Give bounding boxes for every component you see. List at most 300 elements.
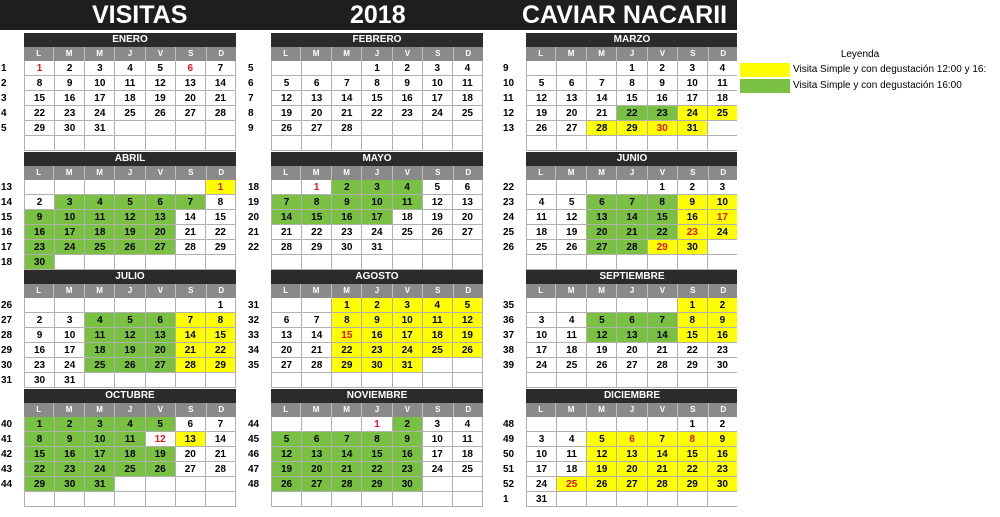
day-cell: 18 [423, 328, 453, 343]
week-row [248, 240, 483, 255]
week-number: 52 [503, 479, 515, 490]
day-cell [55, 180, 85, 195]
week-row [271, 136, 483, 151]
day-cell [617, 136, 647, 151]
day-cell: 28 [587, 121, 617, 136]
day-cell: 27 [302, 121, 332, 136]
week-number: 36 [503, 315, 515, 326]
day-cell: 12 [271, 447, 302, 462]
day-cell [423, 477, 453, 492]
day-cell [55, 136, 85, 151]
weekday-label: M [556, 166, 586, 180]
week-number: 13 [1, 182, 13, 193]
day-cell: 6 [617, 432, 647, 447]
week-row [503, 210, 737, 225]
day-cell [617, 255, 647, 270]
day-cell: 19 [115, 225, 145, 240]
weekday-label: S [176, 284, 206, 298]
day-cell: 13 [271, 328, 302, 343]
month-agosto [248, 270, 483, 388]
day-cell: 25 [526, 240, 557, 255]
day-cell [271, 373, 302, 388]
day-cell: 21 [206, 91, 236, 106]
month-header: DICIEMBRE [526, 389, 737, 403]
weekday-header [24, 47, 236, 61]
day-cell [146, 477, 176, 492]
weekday-label: J [115, 284, 145, 298]
week-row [1, 180, 236, 195]
week-row [503, 91, 737, 106]
day-cell [453, 121, 483, 136]
week-number: 30 [1, 360, 13, 371]
day-cell [453, 255, 483, 270]
day-cell: 8 [206, 313, 236, 328]
week-number: 22 [503, 182, 515, 193]
day-cell [271, 136, 302, 151]
day-cell: 30 [678, 240, 708, 255]
month-header: ABRIL [24, 152, 236, 166]
day-cell: 13 [146, 328, 176, 343]
day-cell [302, 373, 332, 388]
day-cell: 7 [302, 313, 332, 328]
day-cell: 16 [393, 447, 423, 462]
day-cell: 10 [708, 195, 737, 210]
day-cell: 26 [587, 358, 617, 373]
weekday-label: J [362, 284, 392, 298]
week-row [1, 313, 236, 328]
day-cell: 20 [302, 106, 332, 121]
day-cell: 30 [648, 121, 678, 136]
weekday-label: J [617, 403, 647, 417]
day-cell: 15 [678, 328, 708, 343]
day-cell: 16 [55, 447, 85, 462]
day-cell: 14 [648, 328, 678, 343]
week-row [248, 298, 483, 313]
weekday-label: D [465, 168, 472, 177]
day-cell: 24 [85, 106, 115, 121]
day-cell [24, 180, 55, 195]
day-cell [617, 298, 647, 313]
day-cell: 6 [176, 61, 206, 76]
month-header: AGOSTO [271, 270, 483, 284]
day-cell: 28 [302, 358, 332, 373]
day-cell [587, 417, 617, 432]
day-cell [678, 492, 708, 507]
week-number: 9 [248, 123, 254, 134]
weekday-label: M [332, 47, 362, 61]
week-number: 4 [1, 108, 7, 119]
day-cell [115, 373, 145, 388]
week-number: 3 [1, 93, 7, 104]
day-cell: 4 [557, 313, 587, 328]
day-cell [526, 417, 557, 432]
month-abril [1, 152, 236, 270]
week-number: 49 [503, 434, 515, 445]
weekday-label: L [24, 47, 54, 61]
day-cell: 18 [557, 343, 587, 358]
day-cell: 27 [557, 121, 587, 136]
day-cell: 5 [587, 432, 617, 447]
week-row [248, 328, 483, 343]
day-cell [115, 298, 145, 313]
week-number: 35 [248, 360, 260, 371]
day-cell: 22 [24, 106, 55, 121]
day-cell: 26 [587, 477, 617, 492]
day-cell [206, 255, 236, 270]
weekday-label: M [85, 47, 115, 61]
day-cell: 9 [24, 328, 55, 343]
week-number: 1 [503, 494, 509, 505]
week-row [503, 492, 737, 507]
day-cell: 26 [146, 462, 176, 477]
day-cell: 30 [393, 477, 423, 492]
title-visitas: VISITAS [92, 1, 188, 29]
day-cell: 9 [678, 195, 708, 210]
day-cell [176, 255, 206, 270]
month-octubre [1, 389, 236, 507]
day-cell: 6 [271, 313, 302, 328]
day-cell: 17 [55, 343, 85, 358]
day-cell: 29 [678, 477, 708, 492]
day-cell [678, 373, 708, 388]
month-marzo [503, 33, 737, 151]
day-cell [648, 255, 678, 270]
day-cell: 15 [648, 210, 678, 225]
day-cell [176, 121, 206, 136]
day-cell [557, 298, 587, 313]
day-cell: 25 [453, 106, 483, 121]
title-bar [0, 0, 737, 30]
day-cell [393, 255, 423, 270]
day-cell: 17 [55, 225, 85, 240]
day-cell: 22 [678, 343, 708, 358]
day-cell [708, 373, 737, 388]
day-cell [587, 61, 617, 76]
month-header: MAYO [271, 152, 483, 166]
day-cell: 31 [362, 240, 392, 255]
week-number: 14 [1, 197, 13, 208]
day-cell: 27 [617, 358, 647, 373]
weekday-label: V [393, 47, 423, 61]
day-cell [708, 240, 737, 255]
day-cell: 5 [557, 195, 587, 210]
day-cell [708, 492, 737, 507]
week-row [503, 343, 737, 358]
day-cell: 11 [85, 210, 115, 225]
day-cell: 14 [176, 328, 206, 343]
day-cell: 31 [55, 373, 85, 388]
month-junio [503, 152, 737, 270]
week-row [1, 255, 236, 270]
weekday-label: M [85, 166, 115, 180]
day-cell [708, 255, 737, 270]
week-number: 44 [248, 419, 260, 430]
day-cell: 15 [678, 447, 708, 462]
week-row [1, 76, 236, 91]
day-cell: 23 [332, 225, 362, 240]
day-cell: 26 [271, 121, 302, 136]
day-cell: 25 [393, 225, 423, 240]
day-cell: 8 [332, 313, 362, 328]
day-cell: 17 [423, 447, 453, 462]
day-cell: 14 [206, 432, 236, 447]
week-row [503, 61, 737, 76]
day-cell: 21 [648, 343, 678, 358]
day-cell [85, 136, 115, 151]
day-cell: 8 [362, 432, 392, 447]
week-number: 37 [503, 330, 515, 341]
day-cell [362, 121, 392, 136]
day-cell: 24 [362, 225, 392, 240]
legend-label-yellow: Visita Simple y con degustación 12:00 y 16: [793, 64, 987, 75]
day-cell [526, 298, 557, 313]
day-cell [453, 136, 483, 151]
day-cell [302, 492, 332, 507]
day-cell [423, 492, 453, 507]
day-cell [557, 255, 587, 270]
day-cell: 19 [526, 106, 557, 121]
weekday-label: D [720, 49, 727, 58]
day-cell: 19 [115, 343, 145, 358]
weekday-label: L [526, 403, 556, 417]
week-row [24, 492, 236, 507]
day-cell [115, 121, 145, 136]
day-cell: 22 [206, 343, 236, 358]
weekday-label: M [54, 166, 84, 180]
week-number: 46 [248, 449, 260, 460]
day-cell: 1 [678, 417, 708, 432]
day-cell: 3 [55, 195, 85, 210]
day-cell: 2 [678, 180, 708, 195]
weekday-label: M [54, 47, 84, 61]
week-row [503, 240, 737, 255]
day-cell: 11 [526, 210, 557, 225]
day-cell: 13 [557, 91, 587, 106]
weekday-label: V [146, 403, 176, 417]
week-number: 1 [1, 63, 7, 74]
day-cell: 9 [24, 210, 55, 225]
day-cell: 8 [24, 76, 55, 91]
day-cell: 28 [332, 121, 362, 136]
week-row [503, 447, 737, 462]
week-number: 34 [248, 345, 260, 356]
day-cell: 4 [115, 61, 145, 76]
day-cell [648, 492, 678, 507]
weekday-header [526, 403, 737, 417]
day-cell: 7 [332, 76, 362, 91]
day-cell: 13 [302, 91, 332, 106]
day-cell [332, 492, 362, 507]
day-cell: 10 [393, 313, 423, 328]
week-row [1, 195, 236, 210]
day-cell: 17 [393, 328, 423, 343]
day-cell [302, 136, 332, 151]
day-cell: 6 [176, 417, 206, 432]
weekday-label: M [332, 284, 362, 298]
day-cell: 18 [526, 225, 557, 240]
day-cell: 3 [678, 61, 708, 76]
day-cell: 23 [24, 358, 55, 373]
day-cell [557, 180, 587, 195]
week-number: 12 [503, 108, 515, 119]
weekday-label: S [678, 166, 708, 180]
day-cell: 16 [362, 328, 392, 343]
day-cell [271, 298, 302, 313]
week-row [248, 462, 483, 477]
day-cell: 31 [526, 492, 557, 507]
day-cell: 5 [146, 61, 176, 76]
day-cell: 7 [648, 432, 678, 447]
day-cell [362, 255, 392, 270]
day-cell: 3 [708, 180, 737, 195]
week-row [503, 313, 737, 328]
weekday-label: V [393, 403, 423, 417]
day-cell [423, 255, 453, 270]
weekday-label: V [393, 284, 423, 298]
week-number: 15 [1, 212, 13, 223]
day-cell: 14 [302, 328, 332, 343]
week-number: 28 [1, 330, 13, 341]
day-cell: 10 [423, 432, 453, 447]
weekday-label: M [332, 403, 362, 417]
weekday-label: L [24, 166, 54, 180]
day-cell [393, 121, 423, 136]
day-cell: 14 [206, 76, 236, 91]
day-cell [332, 136, 362, 151]
day-cell: 17 [85, 91, 115, 106]
day-cell: 7 [176, 195, 206, 210]
weekday-label: M [587, 403, 617, 417]
day-cell: 13 [587, 210, 617, 225]
day-cell [587, 180, 617, 195]
weekday-label: M [556, 403, 586, 417]
day-cell [648, 298, 678, 313]
day-cell: 7 [206, 61, 236, 76]
day-cell: 24 [678, 106, 708, 121]
day-cell: 19 [271, 462, 302, 477]
day-cell: 7 [271, 195, 302, 210]
day-cell [453, 373, 483, 388]
day-cell [115, 492, 145, 507]
week-row [248, 61, 483, 76]
day-cell [271, 61, 302, 76]
week-number: 47 [248, 464, 260, 475]
day-cell: 9 [708, 432, 737, 447]
day-cell [206, 136, 236, 151]
day-cell [115, 255, 145, 270]
week-number: 48 [503, 419, 515, 430]
week-row [503, 195, 737, 210]
week-row [24, 136, 236, 151]
weekday-label: M [556, 284, 586, 298]
week-number: 25 [503, 227, 515, 238]
day-cell: 26 [146, 106, 176, 121]
weekday-label: M [301, 47, 331, 61]
weekday-label: L [24, 403, 54, 417]
month-header: JULIO [24, 270, 236, 284]
day-cell: 7 [617, 195, 647, 210]
day-cell: 16 [24, 343, 55, 358]
day-cell: 28 [176, 240, 206, 255]
day-cell: 12 [115, 328, 145, 343]
weekday-header [24, 284, 236, 298]
week-number: 5 [1, 123, 7, 134]
weekday-header [24, 166, 236, 180]
day-cell: 15 [206, 328, 236, 343]
weekday-label: J [115, 166, 145, 180]
month-header: MARZO [526, 33, 737, 47]
week-row [271, 492, 483, 507]
weekday-label: J [362, 166, 392, 180]
day-cell: 20 [557, 106, 587, 121]
weekday-label: V [146, 166, 176, 180]
day-cell: 27 [587, 240, 617, 255]
day-cell: 5 [146, 417, 176, 432]
day-cell: 23 [678, 225, 708, 240]
weekday-label: S [176, 403, 206, 417]
week-row [503, 328, 737, 343]
day-cell: 10 [678, 76, 708, 91]
day-cell: 26 [115, 358, 145, 373]
day-cell: 27 [271, 358, 302, 373]
weekday-label: M [301, 403, 331, 417]
day-cell: 5 [115, 195, 145, 210]
week-row [503, 76, 737, 91]
week-number: 18 [248, 182, 260, 193]
day-cell [206, 492, 236, 507]
weekday-label: S [176, 47, 206, 61]
legend-item-green [740, 78, 1000, 94]
weekday-label: L [271, 47, 301, 61]
day-cell: 20 [146, 343, 176, 358]
day-cell: 21 [332, 106, 362, 121]
day-cell [146, 255, 176, 270]
day-cell: 14 [332, 91, 362, 106]
weekday-label: M [556, 47, 586, 61]
week-row [1, 240, 236, 255]
day-cell: 20 [176, 447, 206, 462]
day-cell [423, 373, 453, 388]
day-cell: 30 [55, 477, 85, 492]
day-cell: 22 [362, 462, 392, 477]
day-cell [362, 136, 392, 151]
day-cell: 27 [617, 477, 647, 492]
day-cell: 30 [24, 373, 55, 388]
day-cell: 2 [55, 417, 85, 432]
month-header: SEPTIEMBRE [526, 270, 737, 284]
day-cell: 6 [453, 180, 483, 195]
day-cell [302, 298, 332, 313]
day-cell: 25 [85, 240, 115, 255]
day-cell: 30 [708, 358, 737, 373]
week-number: 41 [1, 434, 13, 445]
day-cell: 15 [24, 447, 55, 462]
week-number: 26 [1, 300, 13, 311]
day-cell [423, 121, 453, 136]
day-cell: 15 [362, 447, 392, 462]
week-number: 44 [1, 479, 13, 490]
day-cell [453, 358, 483, 373]
weekday-label: V [648, 47, 678, 61]
day-cell [332, 373, 362, 388]
day-cell: 21 [176, 225, 206, 240]
day-cell: 1 [24, 417, 55, 432]
weekday-label: D [465, 286, 472, 295]
day-cell: 12 [146, 76, 176, 91]
day-cell [85, 298, 115, 313]
day-cell: 10 [526, 328, 557, 343]
day-cell [332, 417, 362, 432]
